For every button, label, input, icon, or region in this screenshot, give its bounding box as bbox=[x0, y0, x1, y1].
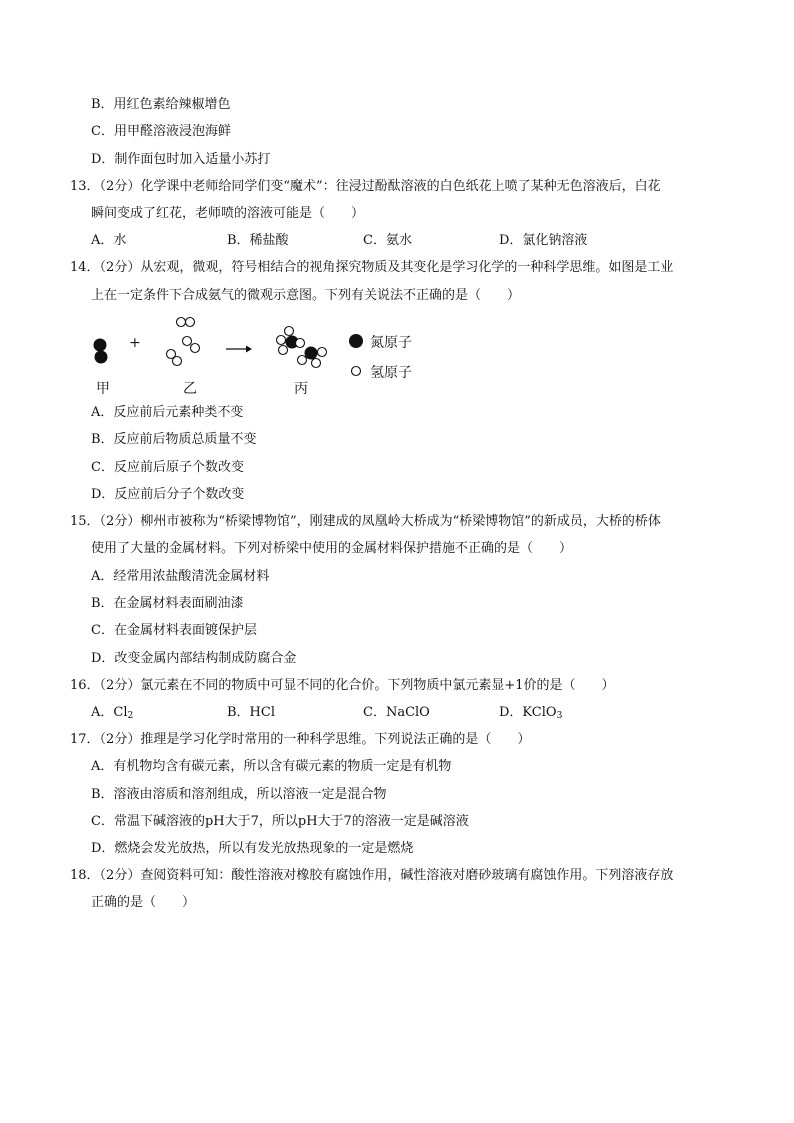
q16-option-b-text: B．HCl bbox=[227, 705, 275, 720]
q13-option-d[interactable]: D．氯化钠溶液 bbox=[499, 233, 588, 248]
hydrogen-atom bbox=[186, 318, 195, 327]
q14-option-b[interactable]: B．反应前后物质总质量不变 bbox=[91, 432, 257, 447]
q12-option-d[interactable]: D．制作面包时加入适量小苏打 bbox=[91, 152, 271, 167]
plus-sign: + bbox=[129, 335, 141, 351]
q16-option-c[interactable] bbox=[363, 704, 430, 722]
hydrogen-atom bbox=[312, 359, 321, 368]
hydrogen-atom bbox=[285, 327, 294, 336]
q14-option-c[interactable]: C．反应前后原子个数改变 bbox=[91, 460, 244, 475]
q16-option-d-subscript: 3 bbox=[556, 711, 563, 721]
hydrogen-atom bbox=[177, 318, 186, 327]
nitrogen-atom bbox=[94, 339, 107, 352]
label-yi: 乙 bbox=[183, 381, 197, 397]
hydrogen-atom bbox=[279, 346, 288, 355]
q16-options bbox=[91, 704, 711, 722]
nitrogen-atom bbox=[305, 347, 318, 360]
label-jia: 甲 bbox=[96, 381, 110, 397]
legend-nitrogen-label: 氮原子 bbox=[370, 335, 412, 351]
hydrogen-atom bbox=[173, 357, 182, 366]
q13-stem-line1: 13．（2分）化学课中老师给同学们变“魔术”：往浸过酚酞溶液的白色纸花上喷了某种无色溶液后，白花 bbox=[70, 179, 661, 194]
legend-hydrogen-label: 氢原子 bbox=[370, 365, 412, 381]
q13-option-c[interactable]: C．氨水 bbox=[363, 233, 412, 248]
ammonia-molecules bbox=[277, 327, 327, 368]
q15-option-d[interactable]: D．改变金属内部结构制成防腐合金 bbox=[91, 651, 297, 666]
hydrogen-atom bbox=[298, 356, 307, 365]
label-bing: 丙 bbox=[294, 381, 308, 397]
q14-option-a[interactable]: A．反应前后元素种类不变 bbox=[91, 405, 244, 420]
q17-option-a[interactable]: A．有机物均含有碳元素，所以含有碳元素的物质一定是有机物 bbox=[91, 759, 452, 774]
q13-stem-line2: 瞬间变成了红花，老师喷的溶液可能是（ ） bbox=[91, 206, 365, 221]
q16-option-d[interactable] bbox=[499, 704, 562, 725]
q15-option-c[interactable]: C．在金属材料表面镀保护层 bbox=[91, 623, 257, 638]
q12-option-c[interactable]: C．用甲醛溶液浸泡海鲜 bbox=[91, 124, 231, 139]
q14-option-d[interactable]: D．反应前后分子个数改变 bbox=[91, 487, 245, 502]
q18-stem-line1: 18．（2分）查阅资料可知：酸性溶液对橡胶有腐蚀作用，碱性溶液对磨砂玻璃有腐蚀作用。下列溶液存放 bbox=[70, 868, 674, 883]
legend-nitrogen-icon bbox=[349, 334, 363, 348]
hydrogen-atom bbox=[318, 348, 327, 357]
hydrogen-atom bbox=[191, 344, 200, 353]
q17-stem-line1: 17．（2分）推理是学习化学时常用的一种科学思维。下列说法正确的是（ ） bbox=[70, 732, 531, 747]
hydrogen-atom bbox=[296, 339, 305, 348]
q16-option-a-subscript: 2 bbox=[127, 711, 134, 721]
q14-stem-line1: 14．（2分）从宏观，微观，符号相结合的视角探究物质及其变化是学习化学的一种科学思维。如图是工业 bbox=[70, 260, 674, 275]
q13-options bbox=[91, 232, 711, 250]
q16-option-a[interactable] bbox=[91, 704, 133, 725]
nitrogen-molecule bbox=[94, 339, 108, 364]
q17-option-d[interactable]: D．燃烧会发光放热，所以有发光放热现象的一定是燃烧 bbox=[91, 841, 414, 856]
q17-option-b[interactable]: B．溶液由溶质和溶剂组成，所以溶液一定是混合物 bbox=[91, 787, 387, 802]
legend-hydrogen-icon bbox=[352, 367, 361, 376]
ammonia-synthesis-diagram bbox=[80, 312, 440, 402]
molecule-diagram-svg bbox=[80, 312, 440, 402]
q16-option-b[interactable] bbox=[227, 704, 275, 722]
q15-option-a[interactable]: A．经常用浓盐酸清洗金属材料 bbox=[91, 569, 270, 584]
q16-option-d-text: D．KClO bbox=[499, 705, 557, 720]
q12-option-b[interactable]: B．用红色素给辣椒增色 bbox=[91, 97, 231, 112]
hydrogen-atom bbox=[277, 336, 286, 345]
q16-option-a-text: A．Cl bbox=[91, 705, 128, 720]
hydrogen-molecules bbox=[167, 318, 200, 366]
q15-stem-line2: 使用了大量的金属材料。下列对桥梁中使用的金属材料保护措施不正确的是（ ） bbox=[91, 541, 573, 556]
q13-option-b[interactable]: B．稀盐酸 bbox=[227, 233, 289, 248]
hydrogen-atom bbox=[183, 337, 192, 346]
q15-stem-line1: 15．（2分）柳州市被称为“桥梁博物馆”，刚建成的凤凰岭大桥成为“桥梁博物馆”的新成员，大桥的桥体 bbox=[70, 514, 661, 529]
nitrogen-atom bbox=[95, 351, 108, 364]
q17-option-c[interactable]: C．常温下碱溶液的pH大于7，所以pH大于7的溶液一定是碱溶液 bbox=[91, 814, 469, 829]
q16-stem-line1: 16．（2分）氯元素在不同的物质中可显不同的化合价。下列物质中氯元素显+1价的是（ ） bbox=[70, 678, 615, 693]
reaction-arrow-icon bbox=[226, 346, 252, 353]
q15-option-b[interactable]: B．在金属材料表面刷油漆 bbox=[91, 596, 244, 611]
q16-option-c-text: C．NaClO bbox=[363, 705, 430, 720]
q18-stem-line2: 正确的是（ ） bbox=[91, 895, 196, 910]
q13-option-a[interactable]: A．水 bbox=[91, 233, 127, 248]
q14-stem-line2: 上在一定条件下合成氨气的微观示意图。下列有关说法不正确的是（ ） bbox=[91, 288, 521, 303]
